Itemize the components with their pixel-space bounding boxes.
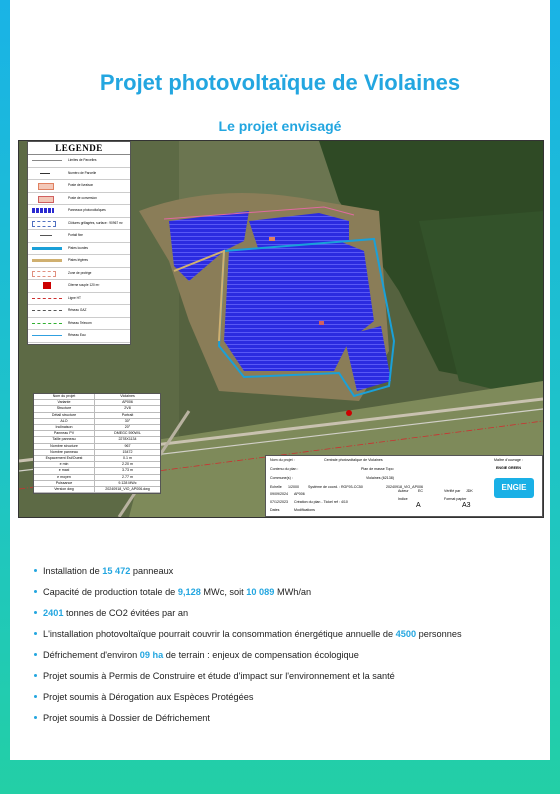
legend-swatch-icon xyxy=(32,310,62,311)
history-text: Création du plan - Tickel ref : 4/10 xyxy=(294,500,348,504)
spec-key: Panneau PV xyxy=(34,431,95,436)
fact-segment: de terrain : enjeux de compensation écologique xyxy=(163,650,359,660)
legend-item xyxy=(28,168,130,181)
variant-value: AP006 xyxy=(294,492,305,496)
page-title: Projet photovoltaïque de Violaines xyxy=(99,70,461,95)
file-ref: 20240918_VIO_AP006 xyxy=(386,485,423,489)
spec-value: AP006 xyxy=(122,400,133,405)
legend-item xyxy=(28,318,130,331)
spec-key: Taille panneau xyxy=(34,437,95,442)
date2: 07/12/2023 xyxy=(270,500,288,504)
fact-text xyxy=(43,671,395,681)
fact-segment: Capacité de production totale de xyxy=(43,587,178,597)
legend-item xyxy=(28,193,130,206)
document-page xyxy=(10,0,550,760)
spec-value: 15472 xyxy=(122,449,133,454)
fact-segment: personnes xyxy=(416,629,462,639)
cartouche-logo: ENGIE xyxy=(494,478,534,498)
legend-label: Pistes lourdes xyxy=(68,245,89,250)
spec-value: 2278X1134 xyxy=(118,437,137,442)
fact-text xyxy=(43,713,210,723)
fact-text xyxy=(43,629,462,639)
spec-key: e moyen xyxy=(34,475,95,480)
date1: 09/09/2024 xyxy=(270,492,288,496)
fact-highlight: 09 ha xyxy=(139,650,164,660)
legend-label: Pistes légères xyxy=(68,258,89,262)
legend-swatch-icon xyxy=(32,259,62,262)
legend-label: Réseau Telecom xyxy=(68,320,92,325)
spec-key: Nom du projet xyxy=(34,394,95,399)
fact-segment: Installation de xyxy=(43,566,103,576)
fact-segment: Projet soumis à Dérogation aux Espèces Protégées xyxy=(43,692,254,702)
coords-value: Système de coord. : RGF93-CC50 xyxy=(308,485,363,489)
legend-swatch-icon xyxy=(32,247,62,250)
spec-value: Violaines xyxy=(120,394,135,398)
format-label: Format papier xyxy=(444,497,467,501)
legend-item xyxy=(28,155,130,168)
fact-segment: panneaux xyxy=(130,566,174,576)
bullet-icon xyxy=(34,653,37,656)
bullet-icon xyxy=(34,716,37,719)
fact-text xyxy=(43,692,253,702)
index-value: A xyxy=(416,502,421,509)
owner-value: ENGIE GREEN xyxy=(496,466,521,470)
fact-segment: L'installation photovoltaïque pourrait couvrir la consommation énergétique annuelle de xyxy=(43,629,396,639)
format-value: A3 xyxy=(462,502,471,509)
bullet-icon xyxy=(34,674,37,677)
fact-text xyxy=(43,608,188,618)
legend-label: Réseau GAZ xyxy=(68,308,87,312)
legend-label: Numéro de Parcelle xyxy=(68,170,97,175)
legend-item xyxy=(28,205,130,218)
fact-highlight: 4500 xyxy=(395,629,417,639)
legend-label: Portail fixe xyxy=(68,233,83,237)
spec-value: 2V8 xyxy=(124,406,131,411)
fact-segment: MWc, soit xyxy=(200,587,247,597)
modif-col: Modifications xyxy=(294,508,315,512)
map-legend xyxy=(27,141,131,345)
bullet-icon xyxy=(34,569,37,572)
legend-swatch-icon xyxy=(32,298,62,299)
legend-item xyxy=(28,293,130,306)
legend-swatch-icon xyxy=(32,160,62,161)
fact-segment: Défrichement d'environ xyxy=(43,650,140,660)
project-label: Nom du projet : xyxy=(270,458,295,462)
fact-highlight: 9,128 xyxy=(177,587,201,597)
scale-label: Echelle xyxy=(270,485,282,489)
bullet-icon xyxy=(34,632,37,635)
legend-label: Réseau Eau xyxy=(68,333,86,337)
legend-swatch-icon xyxy=(38,196,54,203)
spec-value: 3.73 m xyxy=(122,468,133,473)
legend-label: Clôtures grillagées, surface : 90967 m² xyxy=(68,220,123,225)
legend-label: Citerne souple 120 m³ xyxy=(68,283,100,287)
spec-key: e min xyxy=(34,462,95,467)
spec-key: Nombre structure xyxy=(34,444,95,449)
title-block xyxy=(265,455,543,517)
fact-segment: tonnes de CO2 évitées par an xyxy=(63,608,189,618)
legend-swatch-icon xyxy=(32,221,56,227)
spec-key: Espacement Est/Ouest xyxy=(34,456,95,461)
spec-key: Inclinaison xyxy=(34,425,95,430)
spec-key: Version dwg xyxy=(34,487,95,492)
spec-value: 2.20 m xyxy=(122,462,133,467)
legend-label: Panneaux photovoltaïques xyxy=(68,208,106,212)
legend-item xyxy=(28,218,130,231)
bullet-icon xyxy=(34,590,37,593)
legend-item xyxy=(28,330,130,343)
legend-item xyxy=(28,243,130,256)
spec-key: Variante xyxy=(34,400,95,405)
commune-value: Violaines (62138) xyxy=(366,476,394,480)
verified-value: JDK xyxy=(466,489,473,493)
spec-row xyxy=(34,487,160,493)
legend-label: Zone de protège xyxy=(68,270,92,275)
verified-label: Vérifié par xyxy=(444,489,461,493)
legend-swatch-icon xyxy=(32,208,54,213)
fact-highlight: 15 472 xyxy=(102,566,131,576)
project-value: Centrale photovoltaïque de Violaines xyxy=(324,458,383,462)
spec-key: Détail structure xyxy=(34,413,95,418)
fact-highlight: 2401 xyxy=(43,608,64,618)
content-label: Contenu du plan : xyxy=(270,467,299,471)
legend-item xyxy=(28,280,130,293)
legend-item xyxy=(28,305,130,318)
spec-value: 30° xyxy=(124,418,131,423)
spec-key: ALO xyxy=(34,419,95,424)
owner-label: Maître d'ouvrage : xyxy=(494,458,523,462)
legend-item xyxy=(28,268,130,281)
logo-subtitle: Green xyxy=(304,36,322,42)
legend-swatch-icon xyxy=(32,323,62,324)
legend-item xyxy=(28,255,130,268)
spec-value: 2.77 m xyxy=(122,474,133,479)
legend-swatch-icon xyxy=(40,173,50,174)
spec-table xyxy=(33,393,161,494)
legend-label: Poste de conversion xyxy=(68,195,97,200)
spec-value: 20240918_VIO_AP006.dwg xyxy=(105,487,150,492)
legend-item xyxy=(28,180,130,193)
bullet-icon xyxy=(34,611,37,614)
legend-title: LEGENDE xyxy=(28,142,130,155)
fact-segment: Projet soumis à Permis de Construire et étude d'impact sur l'environnement et la santé xyxy=(43,671,395,681)
spec-key: Nombre panneau xyxy=(34,450,95,455)
site-plan-map xyxy=(18,140,544,518)
dates-col: Dates xyxy=(270,508,280,512)
spec-key: Structure xyxy=(34,406,95,411)
page-subtitle: Le projet envisagé xyxy=(218,118,342,134)
legend-swatch-icon xyxy=(32,271,56,277)
legend-label: Poste de livraison xyxy=(68,183,94,187)
spec-value: 0.1 m xyxy=(123,456,132,461)
legend-label: Ligne HT xyxy=(68,295,81,300)
legend-swatch-icon xyxy=(43,282,51,289)
fact-text xyxy=(43,566,173,576)
fact-text xyxy=(43,650,359,660)
spec-value: Portrait xyxy=(121,412,134,417)
spec-value: DMEGC 590W/L xyxy=(114,431,141,436)
fact-segment: Projet soumis à Dossier de Défrichement xyxy=(43,713,210,723)
scale-value: 1/2000 xyxy=(288,485,299,489)
legend-label: Limites de Parcelles xyxy=(68,158,97,162)
spec-value: 9.128 MWc xyxy=(118,480,137,485)
spec-value: 967 xyxy=(124,443,131,448)
engie-green-logo xyxy=(252,11,332,41)
spec-key: e maxi xyxy=(34,468,95,473)
commune-label: Commune(s) : xyxy=(270,476,293,480)
legend-item xyxy=(28,230,130,243)
bullet-icon xyxy=(34,695,37,698)
content-value: Plan de masse Topo xyxy=(361,467,394,471)
logo-wordmark: ENGIE xyxy=(262,19,318,38)
legend-swatch-icon xyxy=(40,235,52,236)
spec-value: 20° xyxy=(124,425,131,430)
author-value: EC xyxy=(418,489,423,493)
spec-key: Puissance xyxy=(34,481,95,486)
fact-segment: MWh/an xyxy=(274,587,312,597)
legend-swatch-icon xyxy=(32,335,62,336)
legend-swatch-icon xyxy=(38,183,54,190)
author-label: Auteur xyxy=(398,489,409,493)
fact-text xyxy=(43,587,311,597)
index-label: Indice xyxy=(398,497,408,501)
fact-highlight: 10 089 xyxy=(246,587,275,597)
